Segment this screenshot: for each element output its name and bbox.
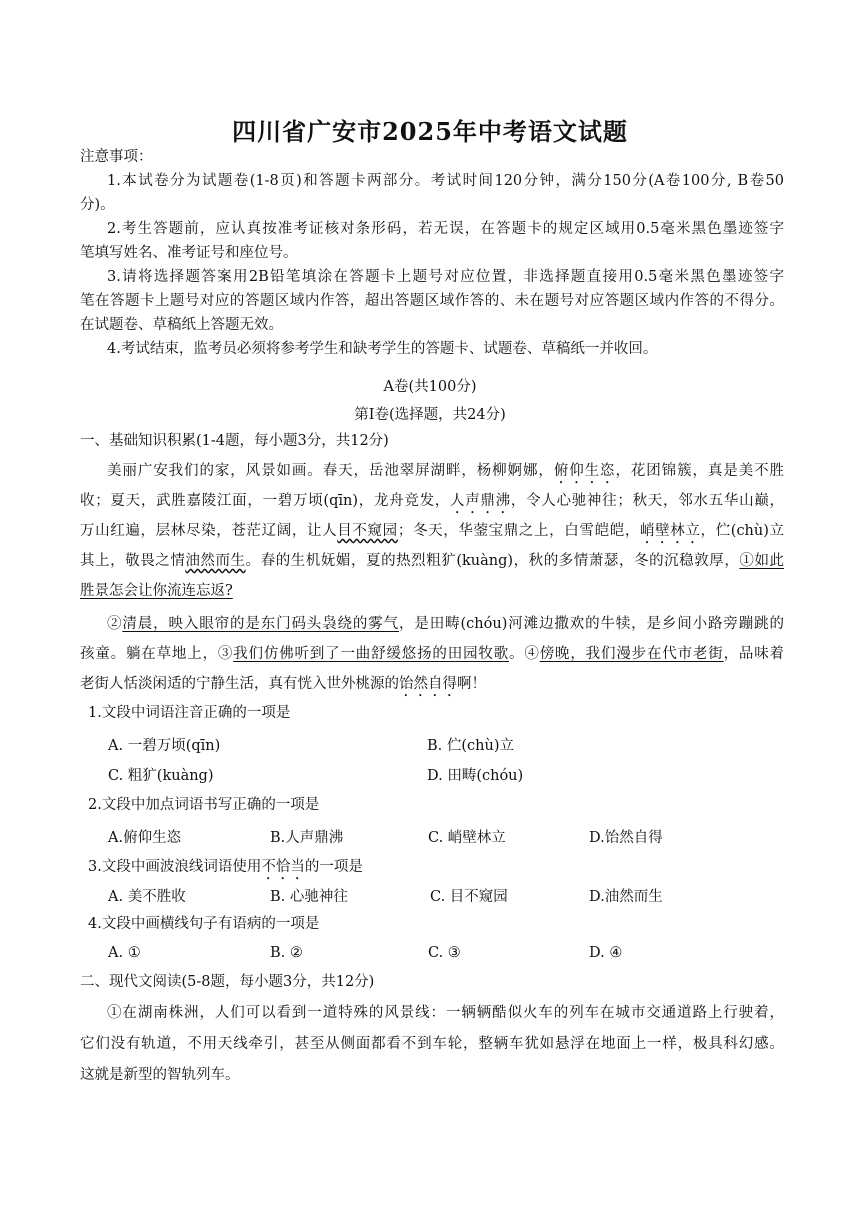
dotted-word-4: 饴然自得	[399, 676, 457, 692]
reading-line-2: 它们没有轨道，不用天线牵引，甚至从侧面都看不到车轮，整辆车犹如悬浮在地面上一样，极具科幻感。	[80, 1036, 784, 1052]
dotted-word-2: 人声鼎沸	[450, 493, 511, 509]
q1-option-a[interactable]: A. 一碧万顷(qīn)	[108, 738, 221, 754]
dotted-word-3: 峭壁林立	[639, 523, 701, 539]
q4-option-b[interactable]: B. ②	[270, 945, 303, 961]
notice-item-4: 4.考试结束，监考员必须将参考学生和缺考学生的答题卡、试题卷、草稿纸一并收回。	[107, 341, 658, 357]
q2-option-a[interactable]: A.俯仰生恣	[108, 830, 182, 846]
passage-line-6: ②清晨，映入眼帘的是东门码头袅绕的雾气，是田畴(chóu)河滩边撒欢的牛犊，是乡间小路旁蹦跳的	[107, 616, 785, 632]
section-2-heading: 二、现代文阅读(5-8题，每小题3分，共12分)	[80, 974, 375, 990]
question-2-stem: 2.文段中加点词语书写正确的一项是	[88, 797, 320, 813]
question-3-stem: 3.文段中画波浪线词语使用不恰当的一项是	[88, 859, 363, 875]
underlined-sentence-1-cont: 胜景怎会让你流连忘返?	[80, 583, 233, 599]
notice-item-3: 3.请将选择题答案用2B铅笔填涂在答题卡上题号对应位置，非选择题直接用0.5毫米黑色墨迹签字	[107, 269, 784, 285]
notice-item-3-end: 在试题卷、草稿纸上答题无效。	[80, 317, 283, 333]
dotted-word-5: 不恰当	[261, 859, 305, 875]
q3-option-b[interactable]: B. 心驰神往	[270, 889, 348, 905]
wavy-word-4: 油然而生	[185, 553, 246, 569]
passage-line-4: 其上，敬畏之情油然而生。春的生机妩媚，夏的热烈粗犷(kuàng)，秋的多情萧瑟，冬的沉稳敦厚，①如此	[80, 553, 785, 569]
notice-item-2: 2.考生答题前，应认真按准考证核对条形码，若无误，在答题卡的规定区域用0.5毫米黑色墨迹签字	[107, 221, 784, 237]
passage-line-1: 美丽广安我们的家，风景如画。春天，岳池翠屏湖畔，杨柳婀娜，俯仰生恣，花团锦簇，真是美不胜	[107, 463, 785, 479]
section-1-heading: 一、基础知识积累(1-4题，每小题3分，共12分)	[80, 433, 389, 449]
passage-line-3: 万山红遍，层林尽染，苍茫辽阔，让人目不窥园；冬天，华蓥宝鼎之上，白雪皑皑，峭壁林立，伫(chù)立	[80, 523, 785, 539]
question-4-stem: 4.文段中画横线句子有语病的一项是	[88, 916, 320, 932]
passage-line-2: 收；夏天，武胜嘉陵江面，一碧万顷(qīn)，龙舟竞发，人声鼎沸，令人心驰神往；秋天，邻水五华山巅，	[80, 493, 784, 509]
q2-option-b[interactable]: B.人声鼎沸	[270, 830, 344, 846]
part-1-heading: 第Ⅰ卷(选择题，共24分)	[354, 407, 506, 423]
reading-line-1: ①在湖南株洲，人们可以看到一道特殊的风景线：一辆辆酷似火车的列车在城市交通道路上行驶着，	[107, 1005, 784, 1021]
question-1-stem: 1.文段中词语注音正确的一项是	[88, 705, 291, 721]
q3-option-a[interactable]: A. 美不胜收	[108, 889, 186, 905]
notice-heading: 注意事项：	[80, 149, 153, 165]
q1-option-d[interactable]: D. 田畴(chóu)	[427, 768, 524, 784]
q3-option-d[interactable]: D.油然而生	[589, 889, 663, 905]
page-title: 四川省广安市2025年中考语文试题	[232, 117, 628, 146]
q2-option-c[interactable]: C. 峭壁林立	[428, 830, 506, 846]
wavy-word-3: 目不窥园	[337, 523, 398, 539]
underlined-sentence-2: 清晨，映入眼帘的是东门码头袅绕的雾气	[122, 616, 400, 632]
passage-line-7: 孩童。躺在草地上，③我们仿佛听到了一曲舒缓悠扬的田园牧歌。④傍晚，我们漫步在代市老街，品味着	[80, 646, 785, 662]
dotted-word-1: 俯仰生恣	[553, 463, 616, 479]
underlined-sentence-1: ①如此	[739, 553, 785, 569]
q4-option-a[interactable]: A. ①	[108, 945, 141, 961]
q1-option-b[interactable]: B. 伫(chù)立	[427, 738, 514, 754]
q1-option-c[interactable]: C. 粗犷(kuàng)	[108, 768, 214, 784]
notice-item-2-cont: 笔填写姓名、准考证号和座位号。	[80, 245, 298, 261]
q4-option-d[interactable]: D. ④	[589, 945, 623, 961]
volume-a-heading: A卷(共100分)	[383, 379, 477, 395]
q4-option-c[interactable]: C. ③	[428, 945, 461, 961]
q2-option-d[interactable]: D.饴然自得	[589, 830, 663, 846]
underlined-sentence-4: 傍晚，我们漫步在代市老街	[539, 646, 724, 662]
notice-item-1-cont: 分)。	[80, 197, 115, 213]
notice-item-3-cont: 笔在答题卡上题号对应的答题区域内作答，超出答题区域作答的、未在题号对应答题区域内作答的不得分。	[80, 293, 784, 309]
underlined-sentence-3: 我们仿佛听到了一曲舒缓悠扬的田园牧歌	[233, 646, 510, 662]
notice-item-1: 1.本试卷分为试题卷(1-8页)和答题卡两部分。考试时间120分钟，满分150分(A卷100分, B卷50	[107, 173, 784, 189]
q3-option-c[interactable]: C. 目不窥园	[430, 889, 508, 905]
reading-line-3: 这就是新型的智轨列车。	[80, 1067, 240, 1083]
passage-line-5	[80, 581, 233, 601]
passage-line-8: 老街人恬淡闲适的宁静生活，真有恍入世外桃源的饴然自得啊！	[80, 676, 486, 692]
